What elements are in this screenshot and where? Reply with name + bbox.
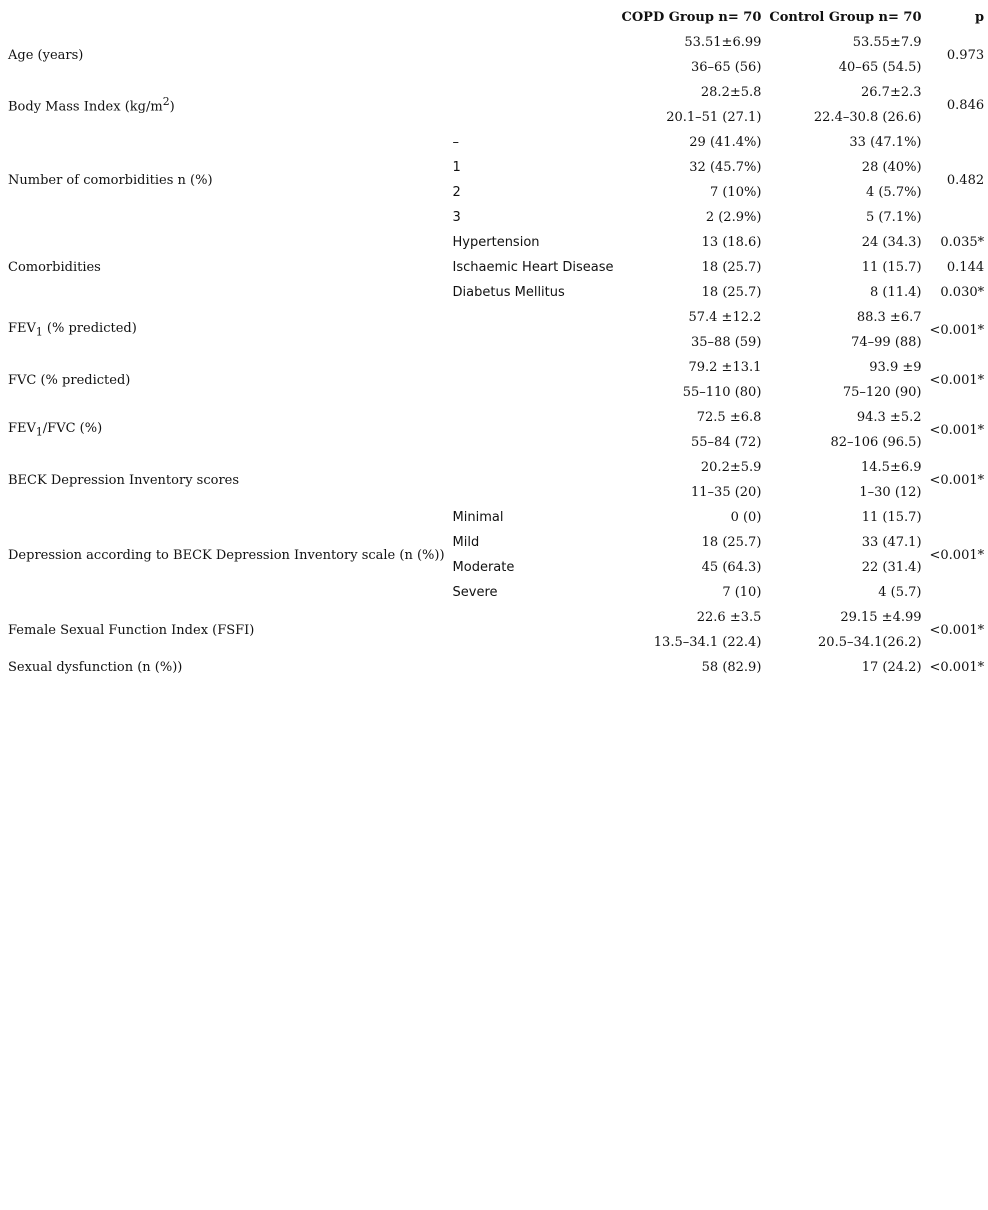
- row-label-fsfi: Female Sexual Function Index (FSFI): [8, 622, 255, 638]
- sub-label: 1: [452, 160, 461, 175]
- cell: 33 (47.1%): [849, 135, 922, 150]
- p-value: 0.144: [946, 260, 985, 275]
- header-row: [4, 5, 988, 30]
- cell: 8 (11.4): [870, 285, 922, 300]
- table-row: [4, 230, 988, 255]
- cell: 53.51±6.99: [684, 35, 762, 50]
- cell: 4 (5.7): [878, 585, 922, 600]
- p-value: <0.001*: [929, 422, 985, 438]
- row-label-fev1-fvc: $FEV_1$/FVC (%): [8, 421, 103, 439]
- row-label-beck: BECK Depression Inventory scores: [8, 472, 240, 488]
- cell: 29 (41.4%): [689, 135, 762, 150]
- sub-label: Diabetus Mellitus: [452, 285, 565, 300]
- cell: 28.2±5.8: [700, 85, 762, 100]
- row-label-depression: Depression according to BECK Depression Inventory scale (n (%)): [8, 547, 445, 563]
- cell: 36–65 (56): [691, 60, 762, 75]
- table-row: [4, 505, 988, 530]
- cell: 88.3 ±6.7: [856, 310, 922, 325]
- cell: 32 (45.7%): [689, 160, 762, 175]
- cell: 11 (15.7): [861, 260, 922, 275]
- cell: 53.55±7.9: [852, 35, 922, 50]
- header-control: Control Group n= 70: [769, 10, 922, 25]
- table-row: [4, 355, 988, 380]
- cell: 0 (0): [730, 510, 762, 525]
- p-value: <0.001*: [929, 622, 985, 638]
- cell: 7 (10): [722, 585, 762, 600]
- p-value: 0.030*: [940, 285, 985, 300]
- cell: 58 (82.9): [701, 660, 762, 675]
- sub-label: 2: [452, 185, 461, 200]
- p-value: <0.001*: [929, 372, 985, 388]
- cell: 14.5±6.9: [861, 460, 922, 475]
- cell: 20.1–51 (27.1): [666, 110, 762, 125]
- row-label-comorbidities: Comorbidities: [8, 260, 101, 275]
- table-row: [4, 305, 988, 330]
- cell: 94.3 ±5.2: [856, 410, 922, 425]
- cell: 7 (10%): [709, 185, 762, 200]
- cell: 35–88 (59): [691, 335, 762, 350]
- sub-label: Moderate: [452, 560, 515, 575]
- sub-label: Mild: [452, 535, 480, 550]
- sub-label: Severe: [452, 585, 498, 600]
- p-value: 0.846: [946, 97, 985, 113]
- row-label-fvc: FVC (% predicted): [8, 372, 131, 388]
- cell: 75–120 (90): [842, 385, 922, 400]
- row-label-comorb-count: Number of comorbidities n (%): [8, 172, 213, 188]
- table-row: [4, 655, 988, 680]
- table-row: [4, 80, 988, 105]
- results-table: [4, 5, 988, 680]
- table-row: [4, 455, 988, 480]
- cell: 20.2±5.9: [700, 460, 762, 475]
- cell: 18 (25.7): [701, 535, 762, 550]
- cell: 1–30 (12): [859, 485, 922, 500]
- cell: 29.15 ±4.99: [840, 610, 922, 625]
- cell: 17 (24.2): [861, 660, 922, 675]
- cell: 22 (31.4): [861, 560, 922, 575]
- table-row: [4, 130, 988, 155]
- cell: 45 (64.3): [701, 560, 762, 575]
- p-value: 0.482: [946, 172, 985, 188]
- cell: 79.2 ±13.1: [688, 360, 762, 375]
- cell: 26.7±2.3: [861, 85, 922, 100]
- table-row: [4, 405, 988, 430]
- cell: 82–106 (96.5): [830, 435, 922, 450]
- p-value: 0.035*: [940, 235, 985, 250]
- cell: 18 (25.7): [701, 285, 762, 300]
- cell: 93.9 ±9: [869, 360, 922, 375]
- p-value: <0.001*: [929, 660, 985, 675]
- sub-label: Ischaemic Heart Disease: [452, 260, 614, 275]
- cell: 40–65 (54.5): [838, 60, 922, 75]
- row-label-fev1: $FEV_1$ (% predicted): [8, 321, 137, 339]
- header-copd: COPD Group n= 70: [621, 10, 762, 25]
- sub-label: 3: [452, 210, 461, 225]
- p-value: 0.973: [946, 47, 985, 63]
- cell: 55–110 (80): [682, 385, 762, 400]
- table-row: [4, 30, 988, 55]
- cell: 2 (2.9%): [705, 210, 762, 225]
- cell: 33 (47.1): [861, 535, 922, 550]
- sub-label: –: [452, 135, 460, 150]
- table-row: [4, 605, 988, 630]
- cell: 55–84 (72): [691, 435, 762, 450]
- p-value: <0.001*: [929, 547, 985, 563]
- cell: 13 (18.6): [701, 235, 762, 250]
- cell: 22.6 ±3.5: [696, 610, 762, 625]
- sub-label: Hypertension: [452, 235, 540, 250]
- cell: 28 (40%): [861, 160, 922, 175]
- cell: 74–99 (88): [851, 335, 922, 350]
- cell: 11–35 (20): [691, 485, 762, 500]
- cell: 11 (15.7): [861, 510, 922, 525]
- cell: 72.5 ±6.8: [696, 410, 762, 425]
- p-value: <0.001*: [929, 472, 985, 488]
- cell: 13.5–34.1 (22.4): [653, 635, 762, 650]
- cell: 4 (5.7%): [865, 185, 922, 200]
- header-p: p: [975, 10, 985, 25]
- row-label-age: Age (years): [8, 47, 84, 63]
- cell: 5 (7.1%): [865, 210, 922, 225]
- cell: 24 (34.3): [861, 235, 922, 250]
- cell: 22.4–30.8 (26.6): [813, 110, 922, 125]
- row-label-sexual-dysfunction: Sexual dysfunction (n (%)): [8, 660, 183, 675]
- cell: 57.4 ±12.2: [688, 310, 762, 325]
- p-value: <0.001*: [929, 322, 985, 338]
- cell: 20.5–34.1(26.2): [818, 635, 922, 650]
- sub-label: Minimal: [452, 510, 504, 525]
- row-label-bmi: Body Mass Index $(kg/m^2)$: [8, 95, 175, 115]
- cell: 18 (25.7): [701, 260, 762, 275]
